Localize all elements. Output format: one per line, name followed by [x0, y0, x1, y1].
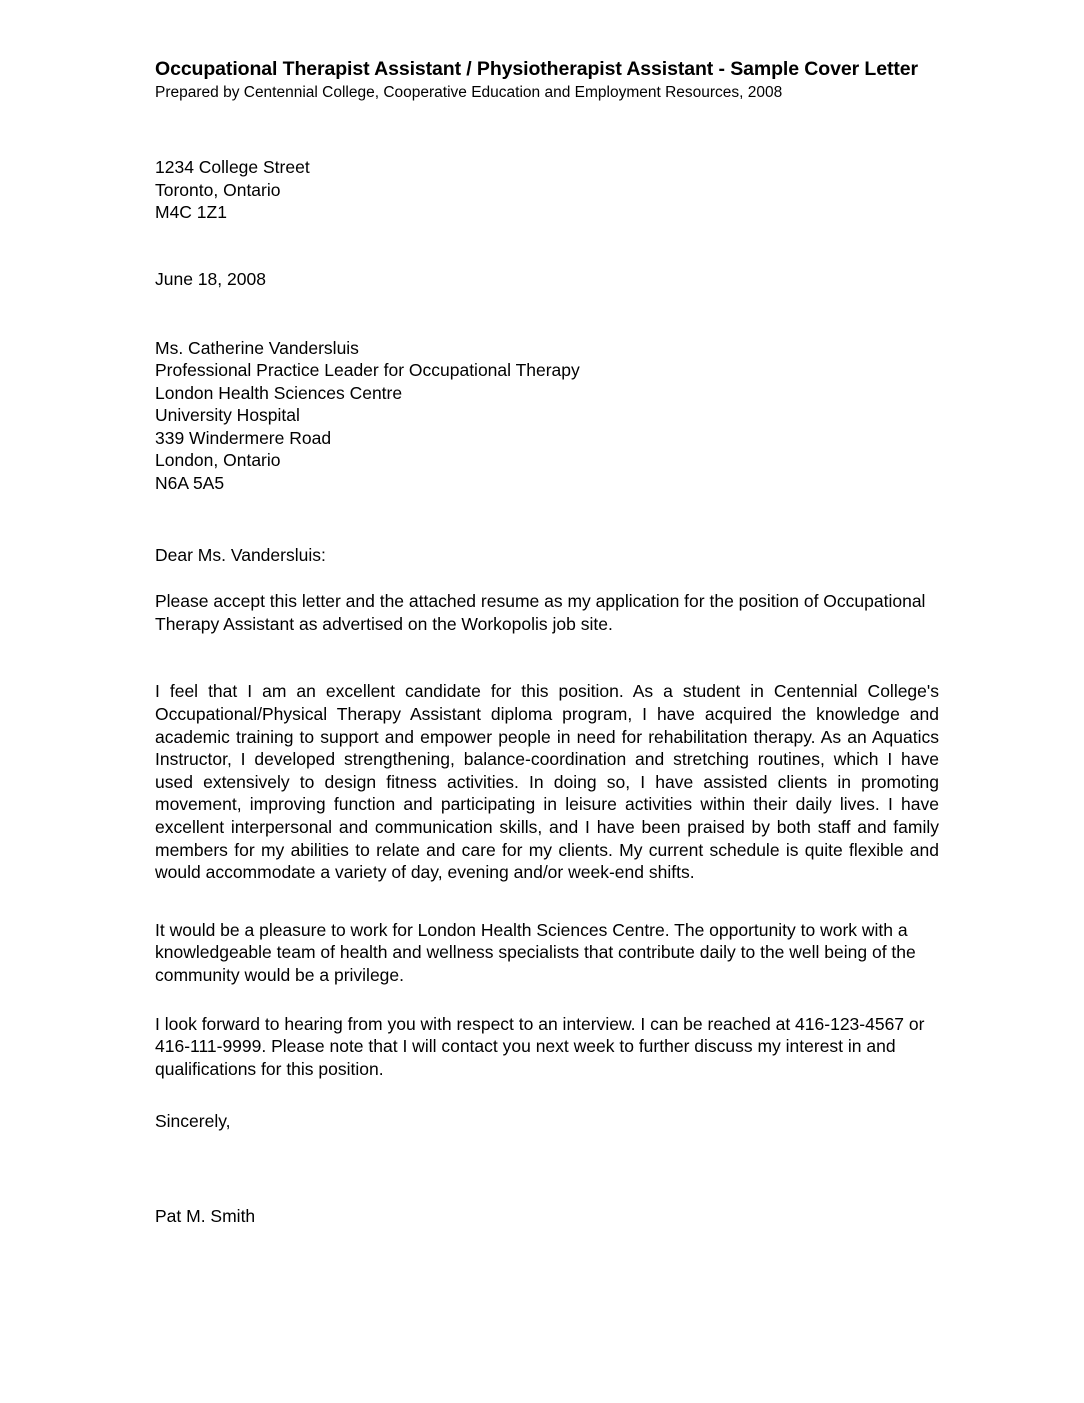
recipient-street: 339 Windermere Road — [155, 427, 332, 448]
body-paragraph-3: It would be a pleasure to work for London Health Sciences Centre. The opportunity to work with a knowledgeable team of health and wellness specialists that contribute daily to the well being of the community would be a privilege. — [155, 919, 916, 985]
letter-date: June 18, 2008 — [155, 268, 266, 289]
body-paragraph-2: I feel that I am an excellent candidate for this position. As a student in Centennial College's Occupational/Physical Therapy Assistant diploma program, I have acquired the knowledge and academic training to support and empower people in need for rehabilitation therapy. As an Aquatics Instructor, I developed strengthening, balance-coordination and stretching routines, which I have used extensively to design fitness activities. In doing so, I have assisted clients in promoting movement, improving function and participating in leisure activities within their daily lives. I have excellent interpersonal and communication skills, and I have been praised by both staff and family members for my abilities to relate and care for my clients. My current schedule is quite flexible and would accommodate a variety of day, evening and/or week-end shifts. — [155, 681, 939, 883]
sender-address-line-2: Toronto, Ontario — [155, 179, 281, 200]
signature-name: Pat M. Smith — [155, 1205, 256, 1226]
body-paragraph-4: I look forward to hearing from you with respect to an interview. I can be reached at 416-123-4567 or 416-111-9999. Please note that I will contact you next week to further discuss my interest in and qualifications for this position. — [155, 1013, 925, 1079]
page-title: Occupational Therapist Assistant / Physiotherapist Assistant - Sample Cover Letter — [155, 58, 918, 80]
recipient-city: London, Ontario — [155, 450, 281, 471]
recipient-facility: University Hospital — [155, 405, 300, 426]
letter-content — [155, 58, 939, 1228]
recipient-address-block — [155, 337, 939, 495]
recipient-postal-code: N6A 5A5 — [155, 473, 225, 494]
body-paragraph-1: Please accept this letter and the attached resume as my application for the position of Occupational Therapy Assistant as advertised on the Workopolis job site. — [155, 591, 926, 634]
sender-address-line-1: 1234 College Street — [155, 157, 310, 178]
sender-address-block — [155, 156, 939, 224]
salutation: Dear Ms. Vandersluis: — [155, 544, 326, 565]
sender-address-line-3: M4C 1Z1 — [155, 202, 227, 223]
closing-salutation: Sincerely, — [155, 1111, 231, 1132]
recipient-name: Ms. Catherine Vandersluis — [155, 337, 359, 358]
recipient-organization: London Health Sciences Centre — [155, 382, 403, 403]
page-subtitle: Prepared by Centennial College, Cooperative Education and Employment Resources, 2008 — [155, 84, 783, 101]
recipient-title: Professional Practice Leader for Occupational Therapy — [155, 360, 580, 381]
